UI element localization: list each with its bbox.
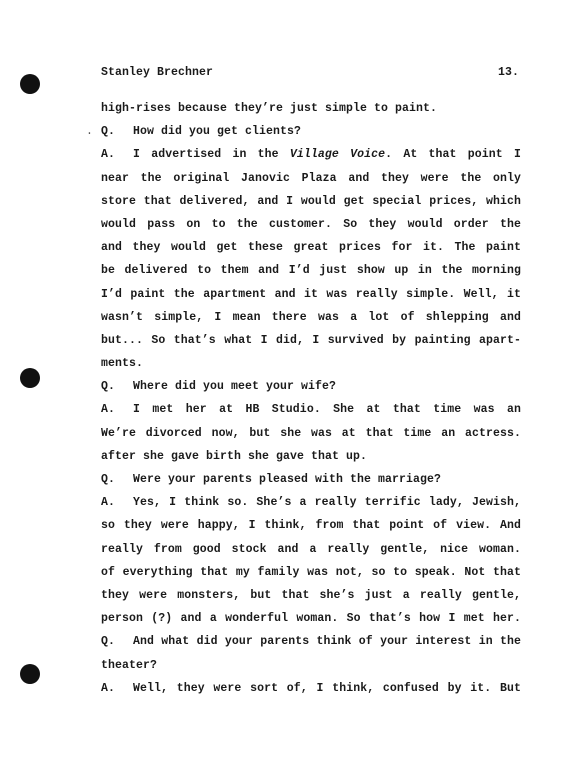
question-label: Q. xyxy=(101,635,116,649)
text-line: would pass on to the customer. So they would order the xyxy=(101,217,521,231)
answer-label: A. xyxy=(101,681,116,695)
text-line: be delivered to them and I’d just show up in the morning xyxy=(101,264,521,278)
answer-label: A. xyxy=(101,403,116,417)
interviewee-name: Stanley Brechner xyxy=(101,66,214,79)
text-line: We’re divorced now, but she was at that time an actress. xyxy=(101,426,521,440)
text-line: really from good stock and a really gentle, nice woman. xyxy=(101,542,521,556)
text-line: ments. xyxy=(101,357,144,371)
text-line: theater? xyxy=(101,658,158,672)
question-line: . Q. How did you get clients? xyxy=(101,120,521,143)
text-line: high-rises because they’re just simple to paint. xyxy=(101,102,438,115)
text-line: after she gave birth she gave that up. xyxy=(101,449,368,463)
text-line: person (?) and a wonderful woman. So that’s how I met her. xyxy=(101,612,521,626)
answer-line: A. I met her at HB Studio. She at that time was an xyxy=(101,398,521,421)
answer-line: A. Yes, I think so. She’s a really terrific lady, Jewish, xyxy=(101,491,521,514)
answer-line: A. Well, they were sort of, I think, confused by it. But xyxy=(101,677,521,700)
question-label: Q. xyxy=(101,125,116,139)
page-header xyxy=(101,66,519,79)
question-line: Q. And what did your parents think of your interest in the xyxy=(101,630,521,653)
question-line: Q. Where did you meet your wife? xyxy=(101,375,521,398)
text-line: they were monsters, but that she’s just a really gentle, xyxy=(101,588,521,602)
binder-hole-top xyxy=(20,74,40,94)
answer-label: A. xyxy=(101,148,116,162)
margin-mark: . xyxy=(86,125,94,139)
text-line: wasn’t simple, I mean there was a lot of shlepping and xyxy=(101,310,521,324)
transcript-body xyxy=(86,97,521,700)
binder-hole-bottom xyxy=(20,664,40,684)
text-line: so they were happy, I think, from that point of view. And xyxy=(101,519,521,533)
text-line: store that delivered, and I would get special prices, which xyxy=(101,194,521,208)
text-line: of everything that my family was not, so to speak. Not that xyxy=(101,565,521,579)
text-line: but... So that’s what I did, I survived by painting apart- xyxy=(101,333,521,347)
text-line: and they would get these great prices for it. The paint xyxy=(101,241,521,255)
question-label: Q. xyxy=(101,380,116,394)
question-label: Q. xyxy=(101,473,116,486)
page-number: 13. xyxy=(497,66,519,79)
binder-hole-middle xyxy=(20,368,40,388)
question-line: Q. Were your parents pleased with the marriage? xyxy=(101,468,521,491)
text-line: I’d paint the apartment and it was really simple. Well, it xyxy=(101,287,521,301)
publication-title: Village Voice xyxy=(289,148,386,162)
answer-label: A. xyxy=(101,496,116,510)
text-line: near the original Janovic Plaza and they were the only xyxy=(101,171,521,185)
answer-line: A. I advertised in the Village Voice. At that point I xyxy=(101,143,521,166)
